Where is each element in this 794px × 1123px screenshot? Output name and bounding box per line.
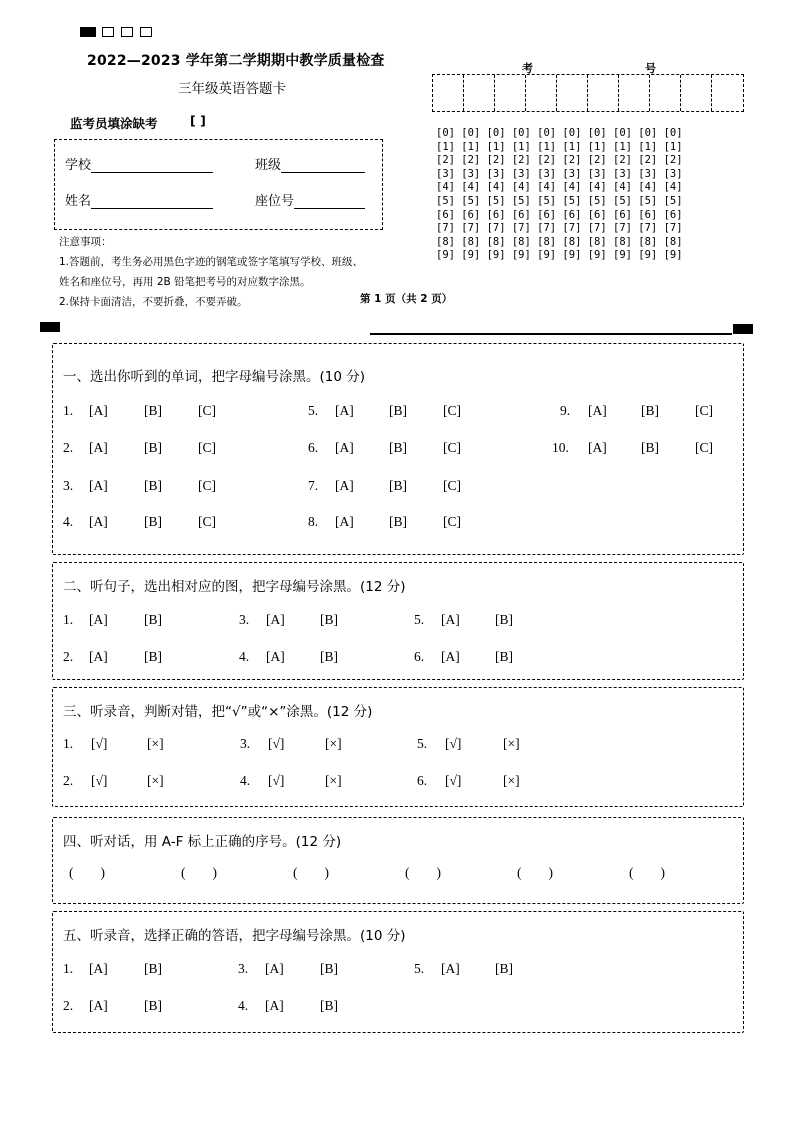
option-a[interactable]: [A] bbox=[89, 478, 108, 493]
option-true[interactable]: [√] bbox=[268, 736, 285, 751]
question-number: 6. bbox=[308, 440, 319, 455]
section-1-title: 一、选出你听到的单词，把字母编号涂黑。(10 分) bbox=[63, 369, 366, 385]
option-c[interactable]: [C] bbox=[695, 403, 713, 418]
exam-no-label-right: 号 bbox=[645, 62, 656, 75]
school-line[interactable] bbox=[91, 158, 213, 173]
option-b[interactable]: [B] bbox=[389, 478, 407, 493]
exam-digit-box[interactable] bbox=[433, 75, 464, 111]
option-c[interactable]: [C] bbox=[695, 440, 713, 455]
digit-bubble-row[interactable]: [2] [2] [2] [2] [2] [2] [2] [2] [2] [2] bbox=[436, 154, 683, 167]
option-b[interactable]: [B] bbox=[144, 612, 162, 627]
notes-title: 注意事项： bbox=[59, 236, 112, 248]
question-number: 4. bbox=[238, 998, 249, 1013]
digit-bubble-row[interactable]: [1] [1] [1] [1] [1] [1] [1] [1] [1] [1] bbox=[436, 140, 683, 153]
exam-digit-box[interactable] bbox=[495, 75, 526, 111]
option-b[interactable]: [B] bbox=[144, 403, 162, 418]
exam-digit-box[interactable] bbox=[557, 75, 588, 111]
seat-field[interactable] bbox=[255, 190, 365, 209]
question-number: 1. bbox=[63, 403, 74, 418]
question-number: 5. bbox=[417, 736, 428, 751]
question-number: 5. bbox=[414, 961, 425, 976]
answer-blank[interactable]: ( ) bbox=[69, 865, 105, 880]
option-b[interactable]: [B] bbox=[320, 961, 338, 976]
answer-blank[interactable]: ( ) bbox=[293, 865, 329, 880]
option-a[interactable]: [A] bbox=[335, 440, 354, 455]
option-c[interactable]: [C] bbox=[198, 478, 216, 493]
question-number: 2. bbox=[63, 649, 74, 664]
option-b[interactable]: [B] bbox=[144, 478, 162, 493]
section-5-title: 五、听录音，选择正确的答语，把字母编号涂黑。(10 分) bbox=[63, 928, 406, 944]
option-a[interactable]: [A] bbox=[441, 961, 460, 976]
option-a[interactable]: [A] bbox=[265, 961, 284, 976]
digit-bubble-row[interactable]: [4] [4] [4] [4] [4] [4] [4] [4] [4] [4] bbox=[436, 181, 683, 194]
name-line[interactable] bbox=[91, 194, 213, 209]
section-3-title: 三、听录音，判断对错，把“√”或“×”涂黑。(12 分) bbox=[63, 704, 373, 720]
option-b[interactable]: [B] bbox=[495, 612, 513, 627]
question-number: 4. bbox=[63, 514, 74, 529]
option-true[interactable]: [√] bbox=[91, 773, 108, 788]
question-number: 6. bbox=[414, 649, 425, 664]
option-b[interactable]: [B] bbox=[144, 440, 162, 455]
option-a[interactable]: [A] bbox=[335, 403, 354, 418]
exam-digit-box[interactable] bbox=[526, 75, 557, 111]
question-number: 5. bbox=[308, 403, 319, 418]
name-field[interactable] bbox=[65, 190, 213, 209]
option-a[interactable]: [A] bbox=[89, 998, 108, 1013]
digit-bubble-row[interactable]: [0] [0] [0] [0] [0] [0] [0] [0] [0] [0] bbox=[436, 127, 683, 139]
option-b[interactable]: [B] bbox=[389, 440, 407, 455]
school-field[interactable] bbox=[65, 154, 213, 173]
option-b[interactable]: [B] bbox=[641, 440, 659, 455]
marker-empty-square bbox=[121, 27, 133, 37]
option-a[interactable]: [A] bbox=[89, 612, 108, 627]
option-a[interactable]: [A] bbox=[588, 440, 607, 455]
alignment-mark-right bbox=[733, 324, 753, 334]
exam-number-boxes bbox=[432, 74, 744, 112]
option-b[interactable]: [B] bbox=[144, 514, 162, 529]
option-b[interactable]: [B] bbox=[389, 514, 407, 529]
option-a[interactable]: [A] bbox=[335, 514, 354, 529]
section-2-title: 二、听句子，选出相对应的图，把字母编号涂黑。(12 分) bbox=[63, 579, 406, 595]
class-label: 班级 bbox=[255, 158, 282, 173]
option-c[interactable]: [C] bbox=[198, 403, 216, 418]
option-c[interactable]: [C] bbox=[198, 514, 216, 529]
option-true[interactable]: [√] bbox=[268, 773, 285, 788]
question-number: 8. bbox=[308, 514, 319, 529]
question-number: 10. bbox=[552, 440, 569, 455]
answer-blank[interactable]: ( ) bbox=[405, 865, 441, 880]
question-number: 3. bbox=[240, 736, 251, 751]
option-a[interactable]: [A] bbox=[335, 478, 354, 493]
question-number: 4. bbox=[240, 773, 251, 788]
page-number: 第 1 页（共 2 页） bbox=[360, 293, 453, 305]
marker-empty-square bbox=[140, 27, 152, 37]
question-number: 1. bbox=[63, 961, 74, 976]
option-a[interactable]: [A] bbox=[266, 612, 285, 627]
exam-digit-box[interactable] bbox=[619, 75, 650, 111]
option-b[interactable]: [B] bbox=[495, 649, 513, 664]
section-5 bbox=[52, 911, 744, 1033]
digit-bubble-row[interactable]: [6] [6] [6] [6] [6] [6] [6] [6] [6] [6] bbox=[436, 208, 683, 221]
exam-number-bubbles bbox=[436, 127, 683, 263]
exam-digit-box[interactable] bbox=[650, 75, 681, 111]
exam-digit-box[interactable] bbox=[712, 75, 743, 111]
seat-label: 座位号 bbox=[255, 194, 295, 209]
school-label: 学校 bbox=[65, 158, 92, 173]
question-number: 4. bbox=[239, 649, 250, 664]
question-number: 2. bbox=[63, 998, 74, 1013]
section-1 bbox=[52, 343, 744, 555]
exam-no-label-left: 考 bbox=[522, 62, 533, 75]
marker-empty-square bbox=[102, 27, 114, 37]
digit-bubble-row[interactable]: [7] [7] [7] [7] [7] [7] [7] [7] [7] [7] bbox=[436, 222, 683, 235]
question-number: 2. bbox=[63, 773, 74, 788]
option-true[interactable]: [√] bbox=[445, 773, 462, 788]
alignment-mark-left bbox=[40, 322, 60, 332]
option-a[interactable]: [A] bbox=[89, 514, 108, 529]
question-number: 7. bbox=[308, 478, 319, 493]
option-a[interactable]: [A] bbox=[265, 998, 284, 1013]
notes-line: 1.答题前，考生务必用黑色字迹的钢笔或签字笔填写学校、班级、 bbox=[59, 256, 364, 268]
option-c[interactable]: [C] bbox=[198, 440, 216, 455]
question-number: 9. bbox=[560, 403, 571, 418]
option-b[interactable]: [B] bbox=[389, 403, 407, 418]
name-label: 姓名 bbox=[65, 194, 92, 209]
option-b[interactable]: [B] bbox=[495, 961, 513, 976]
option-false[interactable]: [×] bbox=[325, 773, 342, 788]
exam-digit-box[interactable] bbox=[588, 75, 619, 111]
digit-bubble-row[interactable]: [3] [3] [3] [3] [3] [3] [3] [3] [3] [3] bbox=[436, 167, 683, 180]
option-c[interactable]: [C] bbox=[443, 514, 461, 529]
question-number: 2. bbox=[63, 440, 74, 455]
option-c[interactable]: [C] bbox=[443, 403, 461, 418]
option-b[interactable]: [B] bbox=[144, 998, 162, 1013]
option-false[interactable]: [×] bbox=[147, 773, 164, 788]
notes-line: 姓名和座位号，再用 2B 铅笔把考号的对应数字涂黑。 bbox=[59, 276, 311, 288]
digit-bubble-row[interactable]: [9] [9] [9] [9] [9] [9] [9] [9] [9] [9] bbox=[436, 249, 683, 262]
option-false[interactable]: [×] bbox=[503, 736, 520, 751]
notes-line: 2.保持卡面清洁，不要折叠，不要弄破。 bbox=[59, 296, 248, 308]
option-true[interactable]: [√] bbox=[91, 736, 108, 751]
option-a[interactable]: [A] bbox=[89, 403, 108, 418]
option-a[interactable]: [A] bbox=[588, 403, 607, 418]
question-number: 1. bbox=[63, 612, 74, 627]
page-title: 2022—2023 学年第二学期期中教学质量检查 bbox=[87, 53, 385, 69]
separator-line bbox=[370, 333, 732, 335]
section-4 bbox=[52, 817, 744, 904]
option-a[interactable]: [A] bbox=[441, 612, 460, 627]
class-field[interactable] bbox=[255, 154, 365, 173]
exam-digit-box[interactable] bbox=[681, 75, 712, 111]
notes-block bbox=[59, 232, 363, 312]
option-b[interactable]: [B] bbox=[320, 649, 338, 664]
section-3 bbox=[52, 687, 744, 807]
marker-filled-square bbox=[80, 27, 96, 37]
option-a[interactable]: [A] bbox=[266, 649, 285, 664]
option-c[interactable]: [C] bbox=[443, 440, 461, 455]
option-a[interactable]: [A] bbox=[89, 961, 108, 976]
class-line[interactable] bbox=[281, 158, 365, 173]
option-a[interactable]: [A] bbox=[89, 440, 108, 455]
question-number: 5. bbox=[414, 612, 425, 627]
option-false[interactable]: [×] bbox=[147, 736, 164, 751]
option-b[interactable]: [B] bbox=[144, 649, 162, 664]
digit-bubble-row[interactable]: [8] [8] [8] [8] [8] [8] [8] [8] [8] [8] bbox=[436, 235, 683, 248]
section-2 bbox=[52, 562, 744, 680]
absent-label: 监考员填涂缺考 bbox=[70, 116, 158, 131]
digit-bubble-row[interactable]: [5] [5] [5] [5] [5] [5] [5] [5] [5] [5] bbox=[436, 194, 683, 207]
seat-line[interactable] bbox=[294, 194, 365, 209]
option-false[interactable]: [×] bbox=[503, 773, 520, 788]
question-number: 3. bbox=[238, 961, 249, 976]
question-number: 3. bbox=[63, 478, 74, 493]
option-false[interactable]: [×] bbox=[325, 736, 342, 751]
option-b[interactable]: [B] bbox=[641, 403, 659, 418]
exam-digit-box[interactable] bbox=[464, 75, 495, 111]
option-a[interactable]: [A] bbox=[89, 649, 108, 664]
answer-blank[interactable]: ( ) bbox=[181, 865, 217, 880]
option-a[interactable]: [A] bbox=[441, 649, 460, 664]
question-number: 6. bbox=[417, 773, 428, 788]
absent-bubble[interactable]: [ ] bbox=[190, 113, 206, 128]
question-number: 3. bbox=[239, 612, 250, 627]
student-info-box bbox=[54, 139, 383, 230]
answer-blank[interactable]: ( ) bbox=[517, 865, 553, 880]
option-c[interactable]: [C] bbox=[443, 478, 461, 493]
option-b[interactable]: [B] bbox=[320, 612, 338, 627]
page-subtitle: 三年级英语答题卡 bbox=[178, 81, 286, 97]
option-true[interactable]: [√] bbox=[445, 736, 462, 751]
option-b[interactable]: [B] bbox=[320, 998, 338, 1013]
question-number: 1. bbox=[63, 736, 74, 751]
section-4-title: 四、听对话，用 A-F 标上正确的序号。(12 分) bbox=[63, 834, 342, 850]
answer-blank[interactable]: ( ) bbox=[629, 865, 665, 880]
option-b[interactable]: [B] bbox=[144, 961, 162, 976]
